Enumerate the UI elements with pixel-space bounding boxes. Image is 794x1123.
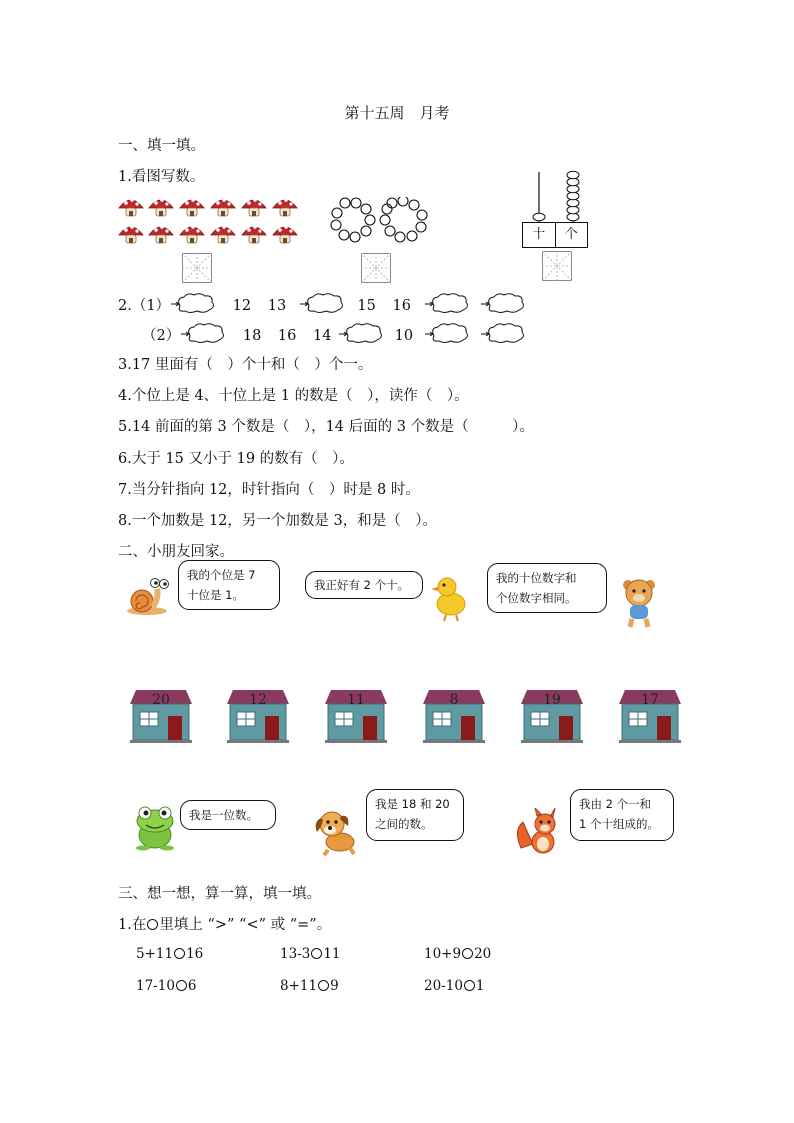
- compare-blank[interactable]: [174, 948, 185, 959]
- mushroom-row-2: [119, 225, 297, 243]
- house-2[interactable]: [227, 686, 289, 744]
- expr-right: 6: [187, 978, 197, 994]
- ones-label: 个: [564, 227, 578, 242]
- abacus: [522, 170, 592, 224]
- answer-box-abacus[interactable]: [542, 251, 572, 281]
- bubble-bear-line-2: 个位数字相同。: [496, 591, 577, 605]
- house-number: 11: [347, 692, 365, 708]
- expr-right: 20: [474, 946, 492, 962]
- seq-num: 12: [232, 298, 252, 314]
- section-1-heading: 一、填一填。: [118, 138, 205, 154]
- expr-left: 5+11: [136, 946, 174, 962]
- expr-right: 16: [186, 946, 204, 962]
- seq-num: 18: [242, 328, 262, 344]
- section-2-heading: 二、小朋友回家。: [118, 544, 234, 560]
- bubble-squirrel-line-1: 我由 2 个一和: [579, 797, 652, 811]
- section-3-heading: 三、想一想，算一算，填一填。: [118, 886, 321, 902]
- blank-cloud-2[interactable]: [299, 292, 347, 314]
- expr-right: 11: [323, 946, 341, 962]
- bubble-snail-line-1: 我的个位是 7: [187, 568, 256, 582]
- squirrel-icon: [515, 808, 565, 856]
- question-1-3: 3.17 里面有（ ）个十和（ ）个一。: [118, 357, 373, 373]
- frog-icon: [133, 805, 177, 851]
- compare-item: [136, 946, 203, 962]
- expr-left: 10+9: [424, 946, 462, 962]
- compare-blank[interactable]: [464, 980, 475, 991]
- bear-icon: [620, 577, 662, 629]
- house-number: 12: [249, 692, 267, 708]
- circle-groups: [330, 197, 430, 245]
- question-2-label-2: （2）: [142, 328, 181, 344]
- house-1[interactable]: [130, 686, 192, 744]
- expr-right: 1: [475, 978, 485, 994]
- chick-icon: [430, 574, 468, 622]
- house-5[interactable]: [521, 686, 583, 744]
- question-3-1-prefix: 1.在: [118, 917, 147, 933]
- dog-icon: [310, 808, 362, 856]
- question-2-label-1: 2.（1）: [118, 298, 171, 314]
- blank-cloud-1[interactable]: [170, 292, 218, 314]
- compare-blank[interactable]: [311, 948, 322, 959]
- expr-left: 13-3: [280, 946, 311, 962]
- bubble-squirrel-line-2: 1 个十组成的。: [579, 817, 659, 831]
- bubble-dog-line-2: 之间的数。: [375, 817, 433, 831]
- bubble-snail-line-2: 十位是 1。: [187, 588, 244, 602]
- bubble-squirrel: [570, 789, 674, 841]
- bubble-dog-line-1: 我是 18 和 20: [375, 797, 450, 811]
- question-1-5: 5.14 前面的第 3 个数是（ ），14 后面的 3 个数是（ ）。: [118, 419, 534, 435]
- expr-left: 20-10: [424, 978, 463, 994]
- bubble-snail: [178, 560, 280, 610]
- house-4[interactable]: [423, 686, 485, 744]
- house-number: 8: [449, 692, 459, 708]
- compare-item: [280, 978, 339, 994]
- expr-right: 9: [330, 978, 339, 994]
- abacus-place-labels: [522, 222, 588, 248]
- page-title: 第十五周 月考: [344, 104, 450, 122]
- mushroom-group: [118, 193, 300, 245]
- question-1-6: 6.大于 15 又小于 19 的数有（ ）。: [118, 451, 354, 467]
- blank-cloud-8[interactable]: [480, 322, 528, 344]
- house-3[interactable]: [325, 686, 387, 744]
- bubble-frog: 我是一位数。: [180, 800, 276, 830]
- seq-num: 16: [277, 328, 297, 344]
- house-number: 17: [641, 692, 659, 708]
- house-number: 20: [152, 692, 170, 708]
- blank-cloud-4[interactable]: [480, 292, 528, 314]
- expr-left: 17-10: [136, 978, 175, 994]
- snail-icon: [125, 577, 171, 617]
- bubble-dog: [366, 789, 464, 841]
- expr-left: 8+11: [280, 978, 318, 994]
- bubble-chick: 我正好有 2 个十。: [305, 571, 423, 599]
- bubble-bear-line-1: 我的十位数字和: [496, 571, 577, 585]
- seq-num: 16: [392, 298, 411, 314]
- question-1-7: 7.当分针指向 12，时针指向（ ）时是 8 时。: [118, 482, 420, 498]
- seq-num: 13: [267, 298, 287, 314]
- question-3-1: [118, 913, 331, 934]
- seq-num: 15: [357, 298, 376, 314]
- compare-blank[interactable]: [462, 948, 473, 959]
- compare-item: [424, 978, 485, 994]
- question-2-row-2: [142, 322, 528, 345]
- question-1-1: 1.看图写数。: [118, 169, 205, 185]
- blank-cloud-6[interactable]: [338, 322, 386, 344]
- question-1-4: 4.个位上是 4、十位上是 1 的数是（ ），读作（ ）。: [118, 388, 469, 404]
- compare-item: [136, 978, 197, 994]
- blank-cloud-7[interactable]: [424, 322, 472, 344]
- question-2-row-1: [118, 292, 528, 315]
- blank-cloud-3[interactable]: [424, 292, 472, 314]
- seq-num: 10: [394, 328, 414, 344]
- compare-circle-icon: [147, 919, 158, 930]
- compare-blank[interactable]: [176, 980, 187, 991]
- house-number: 19: [543, 692, 561, 708]
- seq-num: 14: [312, 328, 332, 344]
- bubble-bear: [487, 563, 607, 613]
- question-3-1-suffix: 里填上 “>” “<” 或 “=”。: [159, 917, 332, 933]
- compare-item: [280, 946, 341, 962]
- question-1-8: 8.一个加数是 12，另一个加数是 3，和是（ ）。: [118, 513, 437, 529]
- tens-label: 十: [523, 223, 556, 247]
- answer-box-mushrooms[interactable]: [182, 253, 212, 283]
- compare-item: [424, 946, 491, 962]
- compare-blank[interactable]: [318, 980, 329, 991]
- house-6[interactable]: [619, 686, 681, 744]
- mushroom-row-1: [119, 198, 297, 216]
- blank-cloud-5[interactable]: [180, 322, 228, 344]
- answer-box-circles[interactable]: [361, 253, 391, 283]
